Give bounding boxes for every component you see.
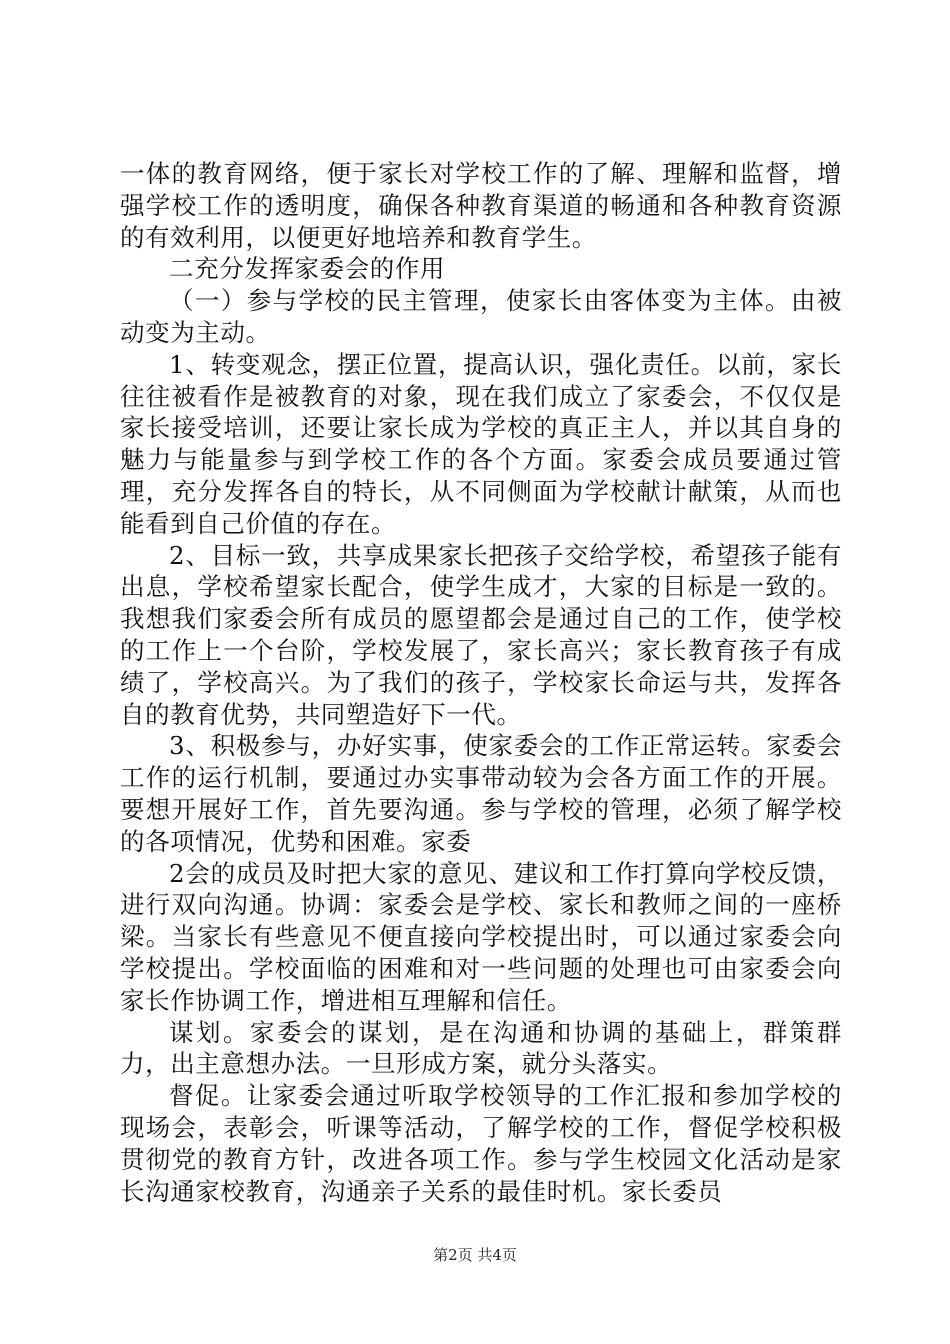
paragraph-coordination: 2会的成员及时把大家的意见、建议和工作打算向学校反馈，进行双向沟通。协调：家委会是学校、家长和教师之间的一座桥梁。当家长有些意见不便直接向学校提出时，可以通过家委会向学校提出。学校面临的困难和对一些问题的处理也可由家委会向家长作协调工作，增进相互理解和信任。 bbox=[120, 858, 842, 1015]
paragraph-planning: 谋划。家委会的谋划，是在沟通和协调的基础上，群策群力，出主意想办法。一旦形成方案，就分头落实。 bbox=[120, 1017, 842, 1079]
subsection-heading: （一）参与学校的民主管理，使家长由客体变为主体。由被动变为主动。 bbox=[120, 286, 842, 347]
paragraph-item-1: 1、转变观念，摆正位置，提高认识，强化责任。以前，家长往往被看作是被教育的对象，现在我们成立了家委会，不仅仅是家长接受培训，还要让家长成为学校的真正主人，并以其自身的魅力与能量参与到学校工作的各个方面。家委会成员要通过管理，充分发挥各自的特长，从不同侧面为学校献计献策，从而也能看到自己价值的存在。 bbox=[120, 349, 842, 538]
paragraph-supervision: 督促。让家委会通过听取学校领导的工作汇报和参加学校的现场会，表彰会，听课等活动，了解学校的工作，督促学校积极贯彻党的教育方针，改进各项工作。参与学生校园文化活动是家长沟通家校教育，沟通亲子关系的最佳时机。家长委员 bbox=[120, 1081, 842, 1206]
section-heading: 二充分发挥家委会的作用 bbox=[169, 254, 446, 284]
paragraph-item-2: 2、目标一致，共享成果家长把孩子交给学校，希望孩子能有出息，学校希望家长配合，使学生成才，大家的目标是一致的。我想我们家委会所有成员的愿望都会是通过自己的工作，使学校的工作上一个台阶，学校发展了，家长高兴；家长教育孩子有成绩了，学校高兴。为了我们的孩子，学校家长命运与共，发挥各自的教育优势，共同塑造好下一代。 bbox=[120, 540, 842, 729]
document-body bbox=[120, 158, 842, 1207]
page-number-footer: 第2页 共4页 bbox=[433, 1246, 517, 1264]
paragraph-item-3: 3、积极参与，办好实事，使家委会的工作正常运转。家委会工作的运行机制，要通过办实事带动较为会各方面工作的开展。要想开展好工作，首先要沟通。参与学校的管理，必须了解学校的各项情况，优势和困难。家委 bbox=[120, 731, 842, 856]
paragraph-continuation: 一体的教育网络，便于家长对学校工作的了解、理解和监督，增强学校工作的透明度，确保各种教育渠道的畅通和各种教育资源的有效利用，以便更好地培养和教育学生。 bbox=[120, 159, 842, 252]
